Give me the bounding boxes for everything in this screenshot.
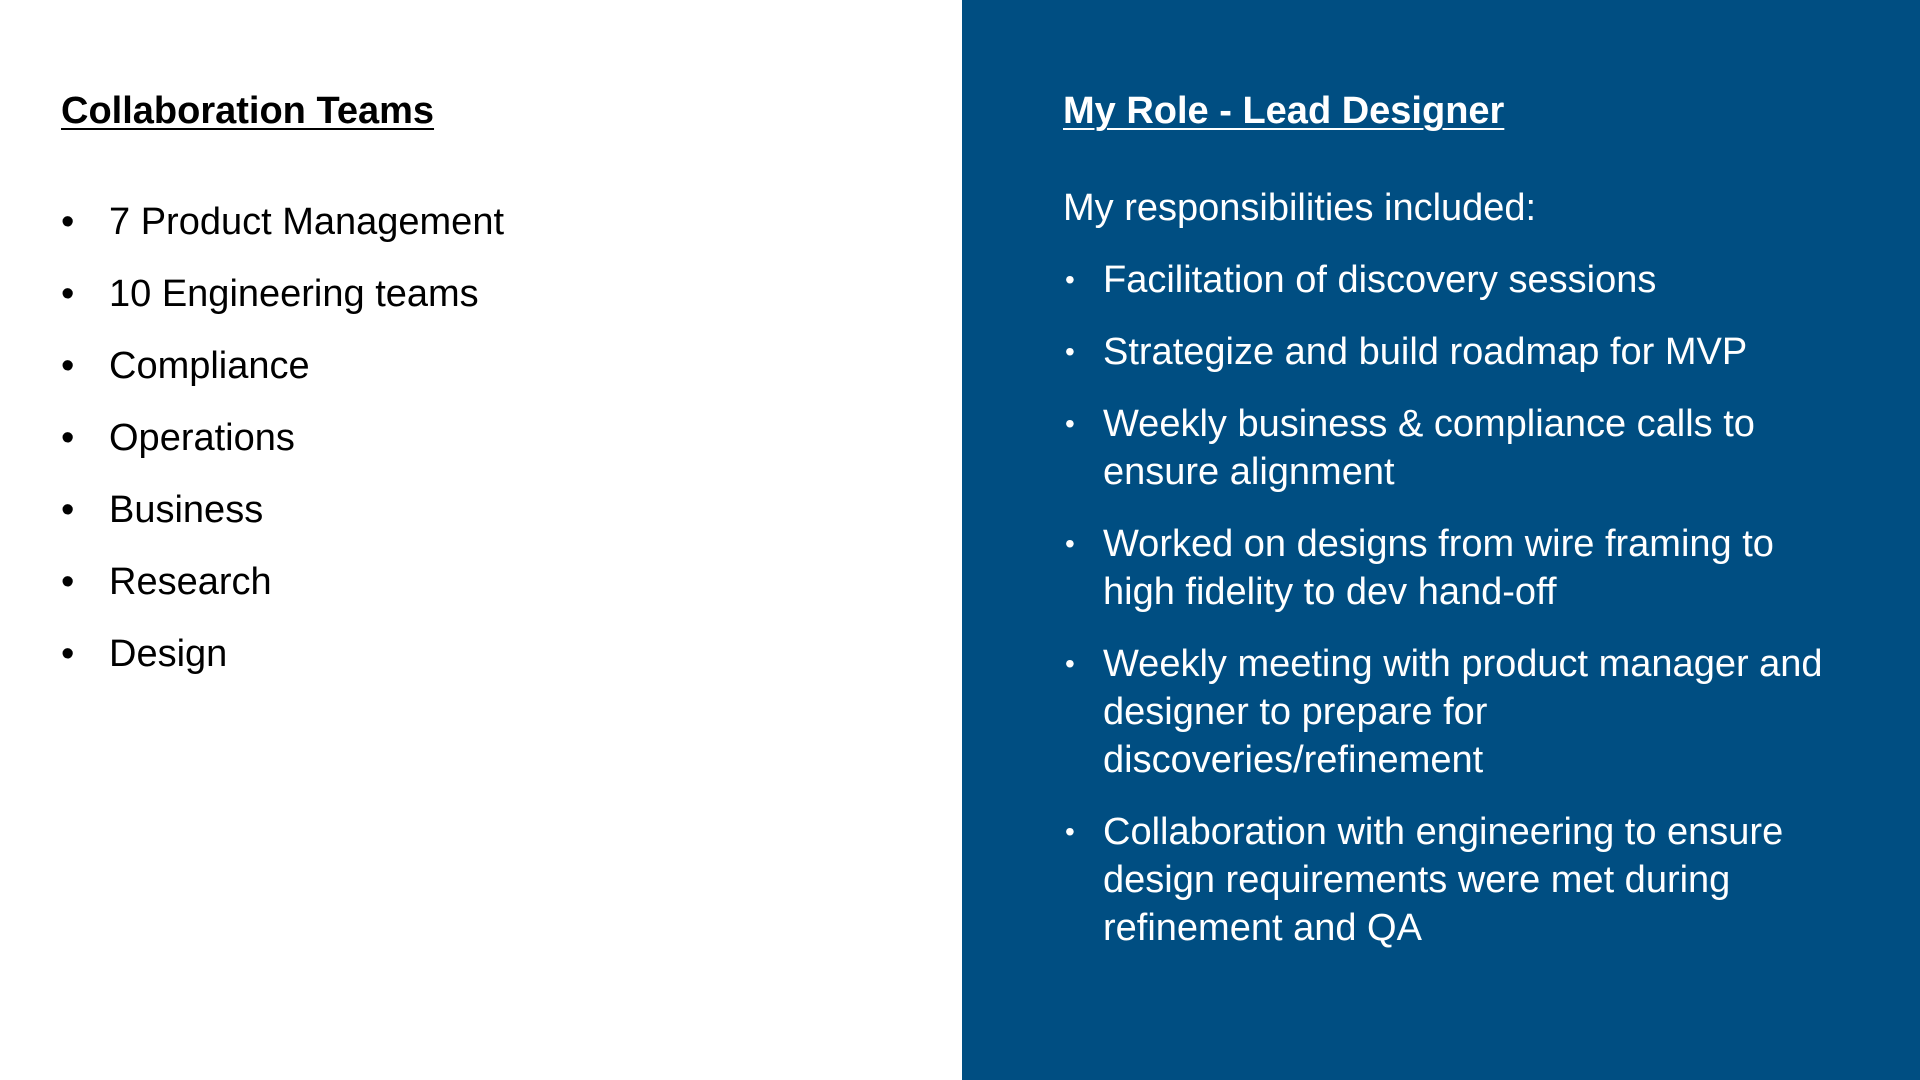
list-item-label: Weekly meeting with product manager and designer to prepare for discoveries/refinement [1103, 643, 1823, 781]
bullet-icon: • [1065, 816, 1075, 847]
list-item-label: Weekly business & compliance calls to ensure alignment [1103, 403, 1755, 493]
list-item [61, 338, 504, 410]
list-item [1063, 808, 1843, 952]
bullet-icon: • [1065, 264, 1075, 295]
list-item [61, 266, 504, 338]
bullet-icon: • [1065, 336, 1075, 367]
list-item [61, 194, 504, 266]
bullet-icon: • [1065, 408, 1075, 439]
list-item [61, 626, 504, 698]
collaboration-teams-list [61, 194, 504, 698]
bullet-icon: • [61, 561, 75, 603]
bullet-icon: • [61, 633, 75, 675]
bullet-icon: • [1065, 648, 1075, 679]
list-item [61, 482, 504, 554]
list-item [1063, 520, 1843, 616]
list-item-label: Compliance [109, 345, 310, 387]
bullet-icon: • [61, 345, 75, 387]
list-item [1063, 640, 1843, 784]
collaboration-teams-heading: Collaboration Teams [61, 90, 435, 132]
list-item-label: Research [109, 561, 272, 603]
list-item [1063, 328, 1843, 376]
list-item [61, 410, 504, 482]
list-item-label: Collaboration with engineering to ensure design requirements were met during refinement and QA [1103, 811, 1784, 949]
list-item-label: 10 Engineering teams [109, 273, 479, 315]
bullet-icon: • [61, 273, 75, 315]
list-item-label: Operations [109, 417, 295, 459]
my-role-panel [962, 0, 1920, 1080]
responsibilities-intro: My responsibilities included: [1063, 187, 1537, 229]
bullet-icon: • [61, 417, 75, 459]
list-item-label: Worked on designs from wire framing to high fidelity to dev hand-off [1103, 523, 1774, 613]
bullet-icon: • [61, 489, 75, 531]
list-item-label: Strategize and build roadmap for MVP [1103, 331, 1748, 373]
list-item [61, 554, 504, 626]
list-item-label: Design [109, 633, 228, 675]
list-item-label: Business [109, 489, 264, 531]
list-item [1063, 400, 1843, 496]
responsibilities-list [1063, 256, 1843, 976]
list-item-label: 7 Product Management [109, 201, 505, 243]
bullet-icon: • [61, 201, 75, 243]
list-item-label: Facilitation of discovery sessions [1103, 259, 1657, 301]
list-item [1063, 256, 1843, 304]
bullet-icon: • [1065, 528, 1075, 559]
my-role-heading: My Role - Lead Designer [1063, 90, 1505, 132]
